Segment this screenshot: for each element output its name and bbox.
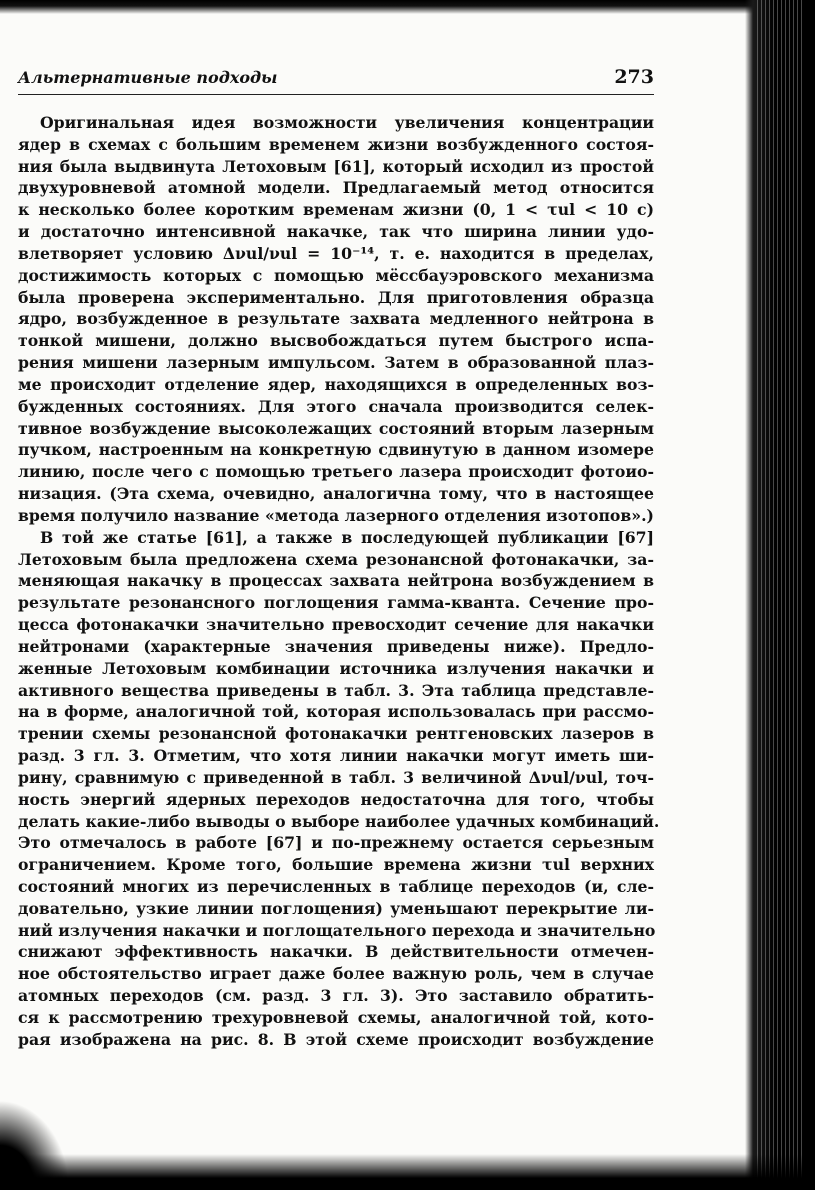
text-line: ядер в схемах с большим временем жизни возбужденного состоя-	[18, 134, 654, 154]
text-line: Летоховым была предложена схема резонансной фотонакачки, за-	[18, 549, 654, 569]
text-line: снижают эффективность накачки. В действительности отмечен-	[18, 942, 654, 962]
page-number: 273	[614, 66, 654, 88]
text-line: рая изображена на рис. 8. В этой схеме происходит возбуждение	[18, 1029, 654, 1049]
paragraph	[18, 527, 660, 1051]
text-line: состояний многих из перечисленных в таблице переходов (и, сле-	[18, 876, 654, 896]
header-rule	[18, 94, 654, 95]
text-line: низация. (Эта схема, очевидно, аналогична тому, что в настоящее	[18, 484, 654, 504]
text-line: была проверена экспериментально. Для приготовления образца	[18, 287, 654, 307]
text-line: на в форме, аналогичной той, которая использовалась при рассмо-	[18, 702, 654, 722]
body-text	[18, 112, 660, 1051]
text-line: пучком, настроенным на конкретную сдвинутую в данном изомере	[18, 440, 654, 460]
text-line: ний излучения накачки и поглощательного перехода и значительно	[18, 920, 656, 940]
scan-edge-top	[0, 0, 815, 14]
text-line: ме происходит отделение ядер, находящихся в определенных воз-	[18, 374, 654, 394]
text-line: трении схемы резонансной фотонакачки рентгеновских лазеров в	[18, 724, 654, 744]
text-line: цесса фотонакачки значительно превосходит сечение для накачки	[18, 615, 654, 635]
text-line: ядро, возбужденное в результате захвата медленного нейтрона в	[18, 309, 654, 329]
text-line: время получило название «метода лазерного отделения изотопов».)	[18, 505, 654, 525]
text-line: двухуровневой атомной модели. Предлагаемый метод относится	[18, 178, 654, 198]
text-line: бужденных состояниях. Для этого сначала производится селек-	[18, 396, 654, 416]
running-title: Альтернативные подходы	[18, 68, 278, 87]
text-line: нейтронами (характерные значения приведены ниже). Предло-	[18, 636, 654, 656]
scan-edge-bottom	[0, 1154, 815, 1190]
text-line: активного вещества приведены в табл. 3. Эта таблица представле-	[18, 680, 654, 700]
text-line: тивное возбуждение высоколежащих состояний вторым лазерным	[18, 418, 654, 438]
text-line: ния была выдвинута Летоховым [61], который исходил из простой	[18, 156, 654, 176]
text-line: ограничением. Кроме того, большие времена жизни τul верхних	[18, 855, 654, 875]
text-line: ся к рассмотрению трехуровневой схемы, аналогичной той, кото-	[18, 1007, 654, 1027]
text-line: линию, после чего с помощью третьего лазера происходит фотоио-	[18, 462, 654, 482]
text-line: ность энергий ядерных переходов недостаточна для того, чтобы	[18, 789, 654, 809]
text-line: тонкой мишени, должно высвобождаться путем быстрого испа-	[18, 331, 654, 351]
text-line: разд. 3 гл. 3. Отметим, что хотя линии накачки могут иметь ши-	[18, 746, 654, 766]
paragraph	[18, 112, 654, 527]
text-line: Это отмечалось в работе [67] и по-прежнему остается серьезным	[18, 833, 654, 853]
text-line: довательно, узкие линии поглощения) уменьшают перекрытие ли-	[18, 898, 654, 918]
text-line: и достаточно интенсивной накачке, так что ширина линии удо-	[18, 222, 654, 242]
text-line: атомных переходов (см. разд. 3 гл. 3). Это заставило обратить-	[18, 986, 654, 1006]
text-line: к несколько более коротким временам жизни (0, 1 < τul < 10 с)	[18, 200, 654, 220]
scan-corner-bottom-left	[0, 1100, 70, 1190]
text-line: рину, сравнимую с приведенной в табл. 3 величиной Δνul/νul, точ-	[18, 767, 654, 787]
scan-edge-right-texture	[757, 0, 805, 1190]
text-line: достижимость которых с помощью мёссбауэровского механизма	[18, 265, 654, 285]
text-line: результате резонансного поглощения гамма-кванта. Сечение про-	[18, 593, 654, 613]
text-line: В той же статье [61], а также в последующей публикации [67]	[40, 527, 654, 547]
text-line: делать какие-либо выводы о выборе наиболее удачных комбинаций.	[18, 811, 660, 831]
text-line: ное обстоятельство играет даже более важную роль, чем в случае	[18, 964, 654, 984]
text-line: влетворяет условию Δνul/νul = 10⁻¹⁴, т. е. находится в пределах,	[18, 243, 654, 263]
text-line: Оригинальная идея возможности увеличения концентрации	[40, 113, 654, 132]
text-line: рения мишени лазерным импульсом. Затем в образованной плаз-	[18, 353, 654, 373]
running-head	[18, 66, 654, 92]
text-line: меняющая накачку в процессах захвата нейтрона возбуждением в	[18, 571, 654, 591]
text-line: женные Летоховым комбинации источника излучения накачки и	[18, 658, 654, 678]
